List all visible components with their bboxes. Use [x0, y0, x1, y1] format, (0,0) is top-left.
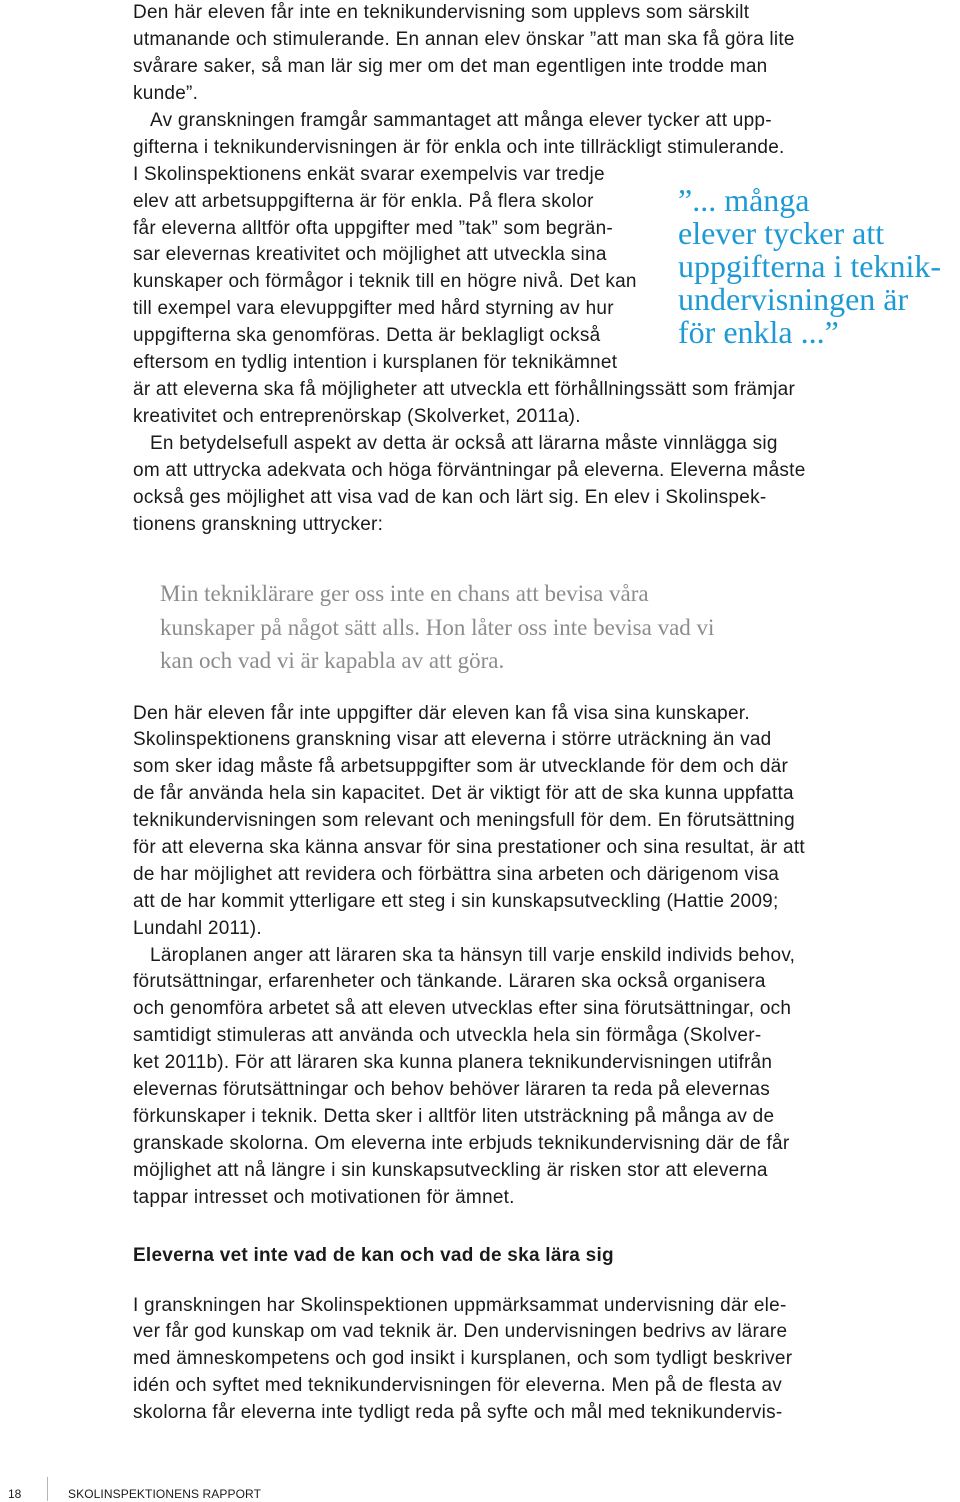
text-line: är att eleverna ska få möjligheter att utveckla ett förhållningssätt som främjar — [133, 379, 796, 401]
text-line: Av granskningen framgår sammantaget att många elever tycker att upp- — [150, 109, 772, 131]
text-line: uppgifterna ska genomföras. Detta är beklagligt också — [133, 325, 601, 347]
text-line: I Skolinspektionens enkät svarar exempelvis var tredje — [133, 163, 605, 185]
page-number: 18 — [8, 1487, 22, 1501]
student-quote — [160, 577, 714, 678]
text-line: förkunskaper i teknik. Detta sker i alltför liten utsträckning på många av de — [133, 1105, 775, 1127]
text-line: för att eleverna ska känna ansvar för sina prestationer och sina resultat, är att — [133, 836, 805, 858]
body-text-middle — [133, 701, 943, 1212]
footer-publication-title: SKOLINSPEKTIONENS RAPPORT — [68, 1487, 261, 1501]
footer-divider — [47, 1477, 48, 1501]
text-line: Läroplanen anger att läraren ska ta hänsyn till varje enskild individs behov, — [150, 944, 796, 966]
pull-quote-line: för enkla ...” — [678, 314, 839, 350]
student-quote-line: Min tekniklärare ger oss inte en chans att bevisa våra — [160, 581, 649, 606]
text-line: och genomföra arbetet så att eleven utvecklas efter sina förutsättningar, och — [133, 998, 792, 1020]
text-line: Den här eleven får inte uppgifter där eleven kan få visa sina kunskaper. — [133, 702, 750, 724]
text-line: samtidigt stimuleras att använda och utveckla hela sin förmåga (Skolver- — [133, 1025, 762, 1047]
text-line: Lundahl 2011). — [133, 917, 262, 939]
text-line: utmanande och stimulerande. En annan elev önskar ”att man ska få göra lite — [133, 28, 795, 50]
paragraph — [133, 943, 943, 1212]
text-line: tionens granskning uttrycker: — [133, 513, 384, 535]
pull-quote-line: ”... många — [678, 182, 810, 218]
text-line: att de har kommit ytterligare ett steg i sin kunskapsutveckling (Hattie 2009; — [133, 890, 779, 912]
text-line: de får använda hela sin kapacitet. Det är viktigt för att de ska kunna uppfatta — [133, 783, 794, 805]
text-line: kreativitet och entreprenörskap (Skolverket, 2011a). — [133, 406, 581, 428]
text-line: förutsättningar, erfarenheter och tänkande. Läraren ska också organisera — [133, 971, 766, 993]
pull-quote-line: undervisningen är — [678, 281, 909, 317]
body-text-bottom — [133, 1293, 943, 1428]
text-line: I granskningen har Skolinspektionen uppmärksammat undervisning där ele- — [133, 1294, 787, 1316]
text-line: till exempel vara elevuppgifter med hård styrning av hur — [133, 298, 614, 320]
text-line: ket 2011b). För att läraren ska kunna planera teknikundervisningen utifrån — [133, 1052, 773, 1074]
paragraph — [133, 1293, 943, 1428]
text-line: idén och syftet med teknikundervisningen för eleverna. Men på de flesta av — [133, 1375, 783, 1397]
text-line: med ämneskompetens och god insikt i kursplanen, och som tydligt beskriver — [133, 1348, 793, 1370]
text-line: de har möjlighet att revidera och förbättra sina arbeten och därigenom visa — [133, 863, 780, 885]
text-line: skolorna får eleverna inte tydligt reda på syfte och mål med teknikundervis- — [133, 1402, 783, 1424]
text-line: eftersom en tydlig intention i kursplanen för teknikämnet — [133, 352, 618, 374]
text-line: En betydelsefull aspekt av detta är också att lärarna måste vinnlägga sig — [150, 433, 778, 454]
paragraph — [133, 701, 943, 943]
section-heading: Eleverna vet inte vad de kan och vad de ska lära sig — [133, 1244, 614, 1266]
text-line: elevernas förutsättningar och behov behöver läraren ta reda på elevernas — [133, 1078, 770, 1100]
pull-quote-line: elever tycker att — [678, 215, 885, 251]
text-line: kunde”. — [133, 82, 199, 104]
text-line: ver får god kunskap om vad teknik är. Den undervisningen bedrivs av lärare — [133, 1321, 788, 1343]
text-line: som sker idag måste få arbetsuppgifter som är utvecklande för dem och där — [133, 756, 789, 778]
paragraph — [133, 431, 943, 539]
student-quote-line: kunskaper på något sätt alls. Hon låter oss inte bevisa vad vi — [160, 614, 715, 640]
text-line: teknikundervisningen som relevant och meningsfull för dem. En förutsättning — [133, 810, 795, 832]
text-line: gifterna i teknikundervisningen är för enkla och inte tillräckligt stimulerande. — [133, 136, 785, 158]
text-line: Den här eleven får inte en teknikundervisning som upplevs som särskilt — [133, 2, 750, 23]
pull-quote-line: uppgifterna i teknik- — [678, 248, 942, 284]
pull-quote — [678, 184, 941, 349]
text-line: också ges möjlighet att visa vad de kan och lärt sig. En elev i Skolinspek- — [133, 486, 767, 508]
text-line: får eleverna alltför ofta uppgifter med ”tak” som begrän- — [133, 217, 613, 239]
paragraph — [133, 0, 943, 108]
student-quote-line: kan och vad vi är kapabla av att göra. — [160, 648, 505, 673]
text-line: om att uttrycka adekvata och höga förväntningar på eleverna. Eleverna måste — [133, 459, 806, 481]
text-line: granskade skolorna. Om eleverna inte erbjuds teknikundervisning där de får — [133, 1132, 790, 1154]
text-line: sar elevernas kreativitet och möjlighet att utveckla sina — [133, 244, 607, 266]
text-line: tappar intresset och motivationen för ämnet. — [133, 1186, 515, 1208]
text-line: svårare saker, så man lär sig mer om det man egentligen inte trodde man — [133, 55, 768, 77]
text-line: kunskaper och förmågor i teknik till en högre nivå. Det kan — [133, 271, 637, 293]
text-line: möjlighet att nå längre i sin kunskapsutveckling är risken stor att eleverna — [133, 1159, 768, 1181]
text-line: Skolinspektionens granskning visar att eleverna i större uträckning än vad — [133, 729, 772, 751]
text-line: elev att arbetsuppgifterna är för enkla. På flera skolor — [133, 190, 594, 212]
